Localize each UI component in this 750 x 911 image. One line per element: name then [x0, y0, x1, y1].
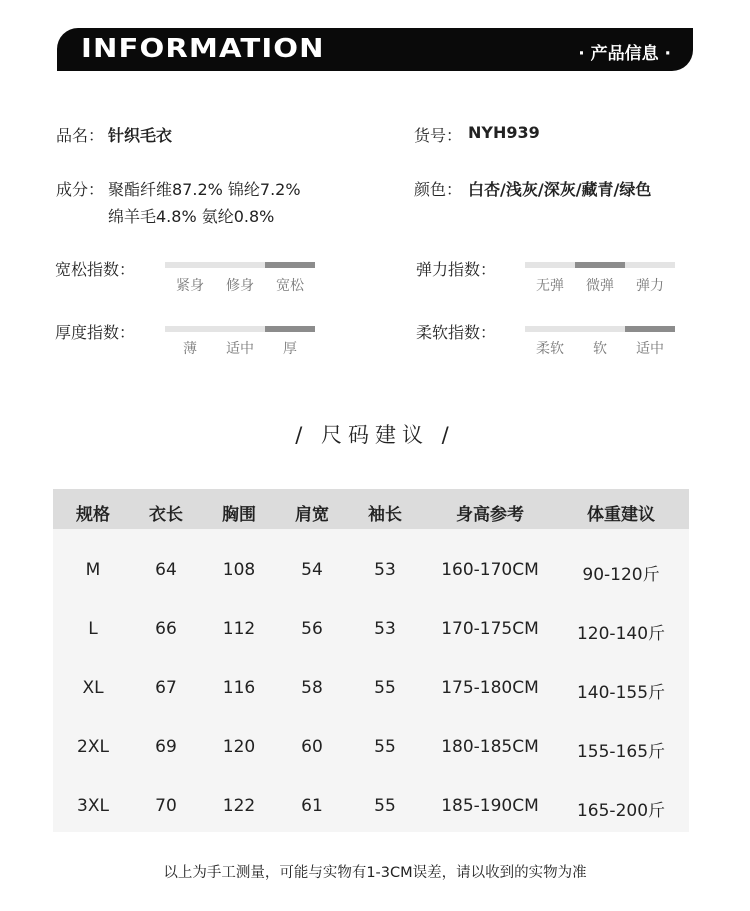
material-line-1: 聚酯纤维87.2% 锦纶7.2% — [108, 180, 301, 199]
measurement-footnote: 以上为手工测量，可能与实物有1-3CM误差，请以收到的实物为准 — [163, 865, 587, 881]
table-cell: 70 — [155, 796, 177, 816]
scale-segment — [165, 262, 215, 268]
scale-segment — [215, 262, 265, 268]
table-cell: 53 — [374, 560, 396, 580]
scale-segment — [165, 326, 215, 332]
scale-option-label: 薄 — [183, 341, 197, 357]
sku-value: NYH939 — [468, 123, 540, 142]
scale-segment-selected — [265, 326, 315, 332]
table-cell: XL — [82, 678, 104, 698]
table-cell: 64 — [155, 560, 177, 580]
scale-option-label: 修身 — [226, 278, 254, 294]
table-cell: 155-165斤 — [576, 742, 666, 762]
table-header-cell: 衣长 — [149, 505, 183, 525]
index-label: 宽松指数： — [55, 260, 136, 279]
size-table — [53, 489, 689, 832]
table-cell: 54 — [301, 560, 323, 580]
table-cell: 69 — [155, 737, 177, 757]
material-label: 成分： — [56, 180, 105, 199]
table-header-cell: 袖长 — [368, 505, 402, 525]
name-value: 针织毛衣 — [108, 126, 173, 145]
info-banner — [57, 28, 693, 71]
scale-option-label: 适中 — [636, 341, 664, 357]
table-cell: 180-185CM — [441, 737, 539, 757]
table-cell: 2XL — [77, 737, 109, 757]
scale-segment-selected — [625, 326, 675, 332]
table-cell: 170-175CM — [441, 619, 539, 639]
table-cell: 122 — [222, 796, 256, 816]
banner-title: INFORMATION — [81, 34, 325, 64]
table-cell: 60 — [301, 737, 323, 757]
scale-option-label: 软 — [593, 341, 607, 357]
table-cell: 160-170CM — [441, 560, 539, 580]
index-scale-bar — [525, 262, 675, 268]
table-cell: 185-190CM — [441, 796, 539, 816]
table-header-cell: 身高参考 — [456, 505, 524, 525]
scale-option-label: 适中 — [226, 341, 254, 357]
name-label: 品名： — [56, 126, 105, 145]
scale-option-label: 柔软 — [536, 341, 564, 357]
table-header-cell: 规格 — [76, 505, 110, 525]
scale-option-label: 紧身 — [176, 278, 204, 294]
size-section-title: / 尺码建议 / — [295, 423, 455, 447]
index-scale-bar — [165, 326, 315, 332]
scale-option-label: 无弹 — [536, 278, 564, 294]
table-cell: 140-155斤 — [576, 683, 666, 703]
table-cell: 3XL — [77, 796, 109, 816]
index-scale-bar — [165, 262, 315, 268]
scale-segment — [575, 326, 625, 332]
table-cell: 56 — [301, 619, 323, 639]
table-cell: 58 — [301, 678, 323, 698]
scale-option-label: 宽松 — [276, 278, 304, 294]
table-cell: 90-120斤 — [582, 565, 660, 585]
table-cell: 120 — [222, 737, 256, 757]
table-cell: 175-180CM — [441, 678, 539, 698]
table-cell: 116 — [222, 678, 256, 698]
table-cell: 55 — [374, 678, 396, 698]
table-cell: 61 — [301, 796, 323, 816]
table-cell: M — [85, 560, 101, 580]
table-cell: 165-200斤 — [576, 801, 666, 821]
color-label: 颜色： — [414, 180, 463, 199]
color-value: 白杏/浅灰/深灰/藏青/绿色 — [468, 180, 652, 199]
sku-label: 货号： — [414, 126, 463, 145]
scale-segment — [525, 262, 575, 268]
table-cell: 66 — [155, 619, 177, 639]
index-label: 弹力指数： — [416, 260, 497, 279]
scale-segment — [625, 262, 675, 268]
scale-segment-selected — [575, 262, 625, 268]
index-label: 厚度指数： — [55, 323, 136, 342]
table-cell: 67 — [155, 678, 177, 698]
table-header-cell: 肩宽 — [295, 505, 329, 525]
table-cell: 55 — [374, 796, 396, 816]
table-cell: 55 — [374, 737, 396, 757]
scale-segment — [215, 326, 265, 332]
table-header-cell: 体重建议 — [587, 505, 655, 525]
scale-option-label: 微弹 — [586, 278, 614, 294]
table-cell: 108 — [222, 560, 256, 580]
index-scale-bar — [525, 326, 675, 332]
material-line-2: 绵羊毛4.8% 氨纶0.8% — [108, 207, 275, 226]
table-cell: 53 — [374, 619, 396, 639]
banner-subtitle: · 产品信息 · — [578, 44, 671, 64]
scale-option-label: 弹力 — [636, 278, 664, 294]
scale-option-label: 厚 — [283, 341, 297, 357]
table-cell: 120-140斤 — [576, 624, 666, 644]
index-label: 柔软指数： — [416, 323, 497, 342]
table-cell: L — [88, 619, 98, 639]
table-header-cell: 胸围 — [222, 505, 256, 525]
table-cell: 112 — [222, 619, 256, 639]
scale-segment — [525, 326, 575, 332]
scale-segment-selected — [265, 262, 315, 268]
